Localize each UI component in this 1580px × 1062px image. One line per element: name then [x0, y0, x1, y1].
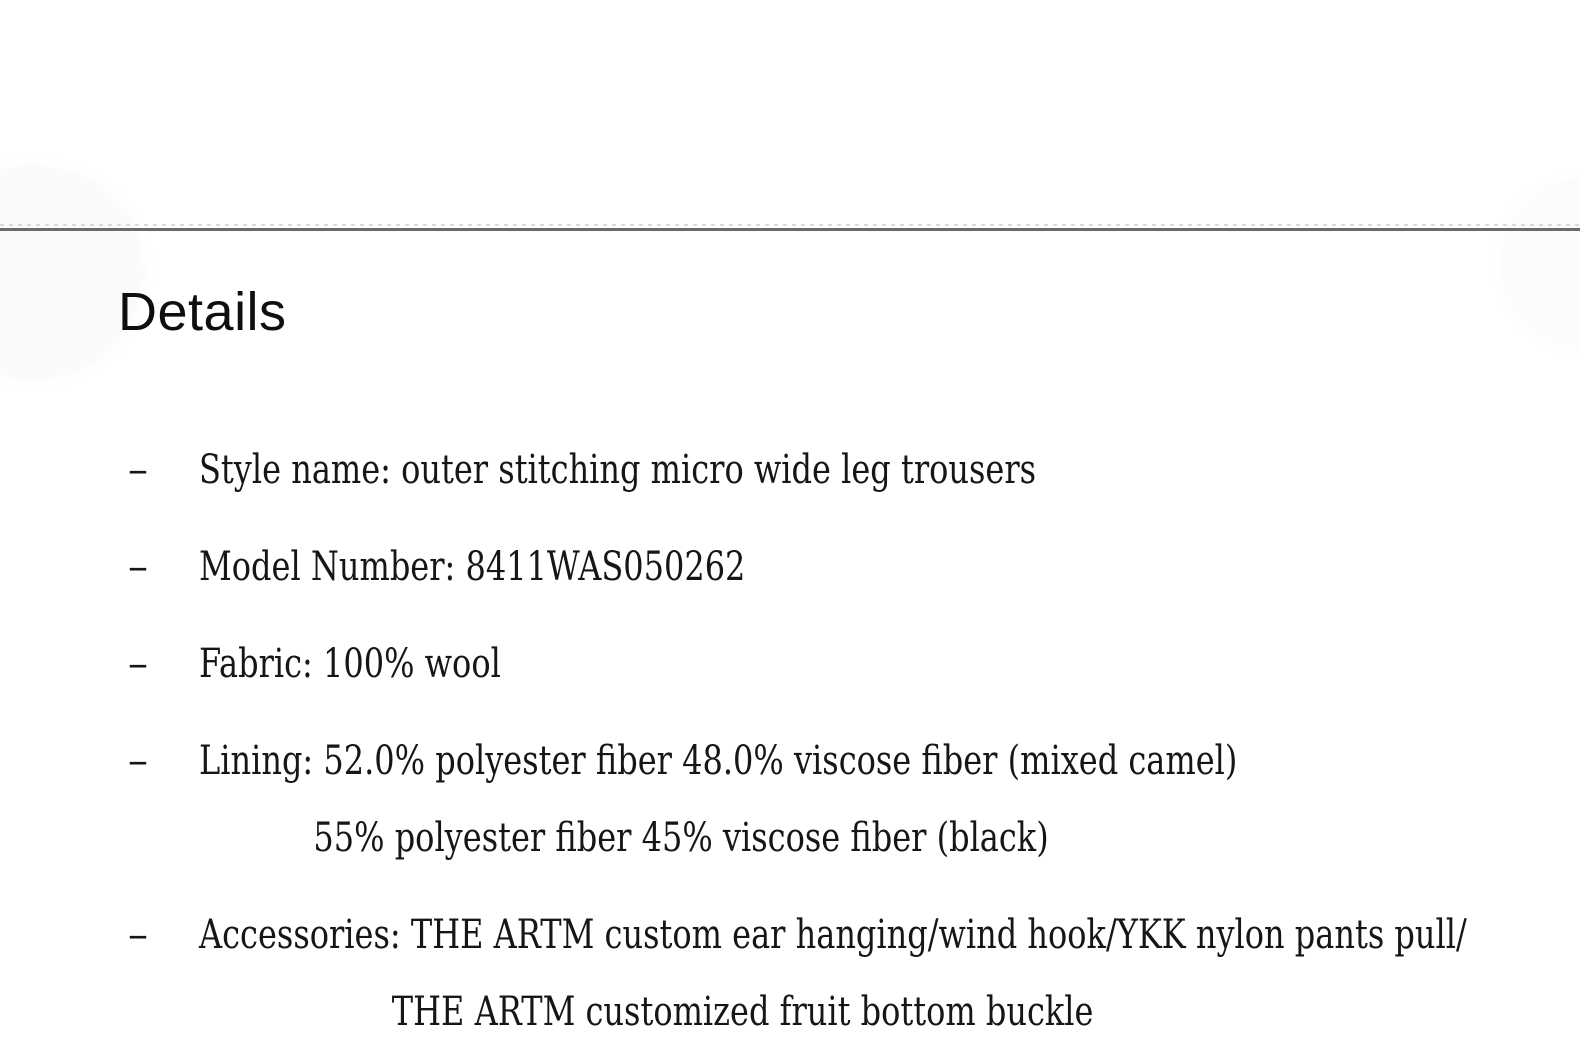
detail-line-lining-1: Lining: 52.0% polyester fiber 48.0% viscose fiber (mixed camel) — [199, 738, 1238, 784]
details-heading: Details — [118, 282, 287, 342]
details-list — [128, 432, 1580, 1062]
dash-bullet-icon: – — [128, 447, 148, 493]
detail-line-fabric: Fabric: 100% wool — [199, 641, 501, 687]
detail-item-accessories — [128, 897, 1580, 1051]
detail-item-model-number — [128, 529, 1580, 606]
detail-line-lining-2: 55% polyester fiber 45% viscose fiber (black) — [313, 815, 1049, 861]
detail-item-fabric — [128, 626, 1580, 703]
detail-line-model-number: Model Number: 8411WAS050262 — [199, 544, 746, 590]
detail-line-accessories-1: Accessories: THE ARTM custom ear hanging/wind hook/YKK nylon pants pull/ — [199, 912, 1467, 958]
right-edge-image-fragment — [1500, 178, 1580, 348]
dash-bullet-icon: – — [128, 544, 148, 590]
detail-item-lining — [128, 723, 1580, 877]
section-divider-line — [0, 228, 1580, 231]
left-edge-image-fragment — [0, 165, 145, 380]
faint-dashed-line — [0, 224, 1580, 226]
dash-bullet-icon: – — [128, 912, 148, 958]
dash-bullet-icon: – — [128, 738, 148, 784]
detail-line-accessories-2: THE ARTM customized fruit bottom buckle — [391, 989, 1094, 1035]
dash-bullet-icon: – — [128, 641, 148, 687]
detail-item-style-name — [128, 432, 1580, 509]
detail-line-style-name: Style name: outer stitching micro wide leg trousers — [199, 447, 1037, 493]
